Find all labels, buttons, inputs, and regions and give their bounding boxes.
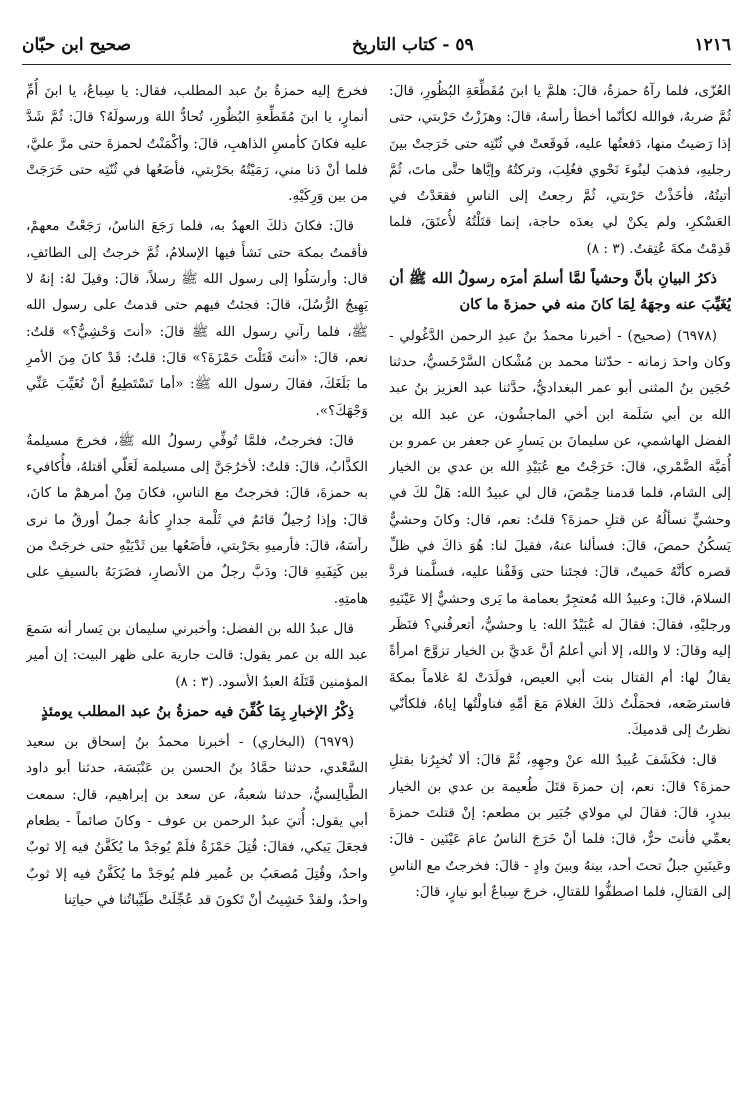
paragraph: قالَ: فخرجتُ، فلمَّا تُوفِّي رسولُ الله ﷺ، فخرجَ مسيلمةُ الكذَّابُ، قالَ: قلتُ: لأخرُجَنَّ إلى مسيلمة لَعَلّي أقتلهُ، فأُكافيء به حمزةَ، قالَ: فخرجتُ مع الناسِ، فكانَ مِنْ أمرهمْ ما كانَ، قالَ: وإذا رُجيلٌ قائمٌ في ثَلْمة جدارٍ كأنهُ جملٌ أورقُ ما نرى رأسَهُ، قالَ: فأرميهِ بحَرْبتي، فأضَعُها بين ثَدْيَيْهِ حتى خرجَتْ من بين كَتِفَيهِ قالَ: ودَبَّ رجلٌ من الأنصارِ، فضَرَبَهُ بالسيفِ على هامتِهِ. — [26, 432, 368, 607]
paragraph: (٦٩٧٨) (صحيح) - أخبرنا محمدُ بنُ عبدِ الرحمن الدَّغُولي - وكان واحدَ زمانه - حدّثنا محمد بن مُشْكان السَّرْخَسيُّ، حدثنا حُجَين بنُ المثنى أبو عمر البغداديُّ، حدَّثنا عبد العزيز بنُ عبد الله بن أبي سَلَمة ابن أخي الماجشُون، عن عبد الله بن الفضل الهاشمي، عن سليمانَ بن يَسارٍ عن جعفر بن عمرو بن أُمَيَّة الضَّمْري، قالَ: خَرَجْتُ مع عُبَيْدِ الله بن عدي بن الخيار إلى الشام، فلما قدمنا حِمْصَ، قال لي عبيدُ الله: هَلْ لكَ في وحشيٍّ نسألُهُ عن قتلِ حمزةَ؟ قلتُ: نعم، قال: وكانَ وحشيٌّ يَسكُنُ حمصَ، قالَ: فسألنا عنهُ، فقيلَ لنا: هُوَ ذاكَ في ظلِّ قصره كأنَّهُ حَميتٌ، قالَ: فجئنا حتى وَقَفْنا عليه، فسلَّمنا فردَّ السلامَ، قالَ: وعبيدُ الله مُعتجِرٌ بعمامة ما يَرى وحشيٌّ إلا عَيْنَيهِ ورجليْهِ، فقالَ: فقالَ له عُبَيْدُ الله: يا وحشيُّ، أتعرفُني؟ فنَظَر إليه وقالَ: لا والله، إلا أني أعلمُ أنَّ عَديَّ بن الخيار تزوَّجَ امرأةً يقالُ لها: أم القتال بنت أبي العيص، فولَدَتْ لهُ غلاماً بمكةَ فاسترضَعه، فحمَلْتُ ذلكَ الغلامَ مَعَ أمِّهِ فناولْتُها إياهُ، فلكأنّي نظرتُ إلى قدميكَ. — [389, 327, 731, 739]
left-text-column — [26, 78, 368, 1093]
chapter-title: ٥٩ - كتاب التاريخ — [351, 35, 474, 55]
section-heading: ذكرُ البيانِ بأنَّ وحشياً لمَّا أسلمَ أمرَه رسولُ الله ﷺ أن يُغَيِّبَ عنه وجهَهُ لِمَا كانَ منه في حمزةَ ما كان — [389, 270, 731, 314]
header-divider — [22, 64, 731, 65]
page-number: ١٢١٦ — [694, 35, 731, 55]
paragraph: قالَ: فكانَ ذلكَ العهدُ به، فلما رَجَعَ الناسُ، رَجَعْتُ معهمْ، فأقمتُ بمكة حتى نَشأَ فيها الإسلامُ، ثُمَّ خرجتُ إلى الطائفِ، قال: وأرسَلُوا إلى رسول الله ﷺ رسلاً، قالَ: وقيلَ لهُ: إنهُ لا يَهِيجُ الرُّسُلَ، قالَ: فجئتُ فيهم حتى قدمتُ على رسول الله ﷺ، فلما رآني رسول الله ﷺ قالَ: «أنتَ وَحْشِيٌّ؟» قلتُ: نعم، قالَ: «أنتَ قَتَلْتَ حَمْزَةَ؟» قالَ: قلتُ: قَدْ كانَ مِنَ الأمرِ ما بَلَغَكَ، فقالَ رسول الله ﷺ: «أما تَسْتَطِيعُ أنْ تُغَيِّبَ عَنِّي وَجْهَكَ؟». — [26, 218, 368, 419]
paragraph: فخرجَ إليه حمزةُ بنُ عبد المطلب، فقال: يا سِباعُ، يا ابنَ أُمِّ أنمارٍ، يا ابنَ مُقَطِّعةِ البُظُورِ، تُحادُّ اللهَ ورسولَهُ؟ قالَ: ثُمَّ شَدَّ عليه فكانَ كأمسِ الذاهبِ، قالَ: وأكْمَنْتُ لحمزةَ حتى مرَّ عليَّ، فلما أنْ دَنا مني، رَمَيْتُهُ بحَرْبتي، فأضَعُها في ثُنّتِه حتى خَرَجَتْ من بين وَرِكَيْهِ. — [26, 83, 368, 205]
book-title: صحيح ابن حبّان — [22, 35, 132, 55]
page-header — [22, 28, 731, 62]
paragraph: العُزّى، فلما رآهُ حمزةُ، قالَ: هلمَّ يا ابنَ مُقَطِّعَةِ البُظُورِ، قالَ: ثُمَّ ضربهُ، فوالله لكأنّما أخطأ رأسهُ، قالَ: وهزَزْتُ حَرْبتي، حتى إذا رَضيتُ منها، دَفعتُها عليه، فَوقَعتْ في ثُنّتِه حتى خَرَجتْ بينَ رجليهِ، فذهبَ لينُوءَ نَحْوي فغُلِبَ، وتركتُهُ وإيَّاها حتَّى ماتَ، ثُمَّ أتيتُهُ، فأخَذْتُ حَرْبتي، ثُمَّ رجعتُ إلى الناسِ فقعَدْتُ في العَسْكرِ، ولم يكنْ لي بعدَه حاجة، إنما قتَلْتُهُ لأُعتَقَ، فلما قَدِمْتُ مكةَ عُتِقتُ. (٣ : ٨) — [389, 83, 731, 257]
paragraph: قال: فكَشَفَ عُبيدُ الله عنْ وجهِهِ، ثُمَّ قالَ: ألا تُخبِرُنا بقتلِ حمزةَ؟ قالَ: نعم، إن حمزةَ قتَلَ طُعيمة بن عدي بن الخيار ببدرٍ، قالَ: فقالَ لي مولاي جُبَير بن مطعم: إنْ قتلتَ حمزةَ بعمِّي فأنتَ حرٌّ، قالَ: فلما أنْ خَرَجَ الناسُ عامَ عَيْنَين - قالَ: وعَينَينِ جبلٌ تحتَ أحد، بينهُ وبينَ وادٍ - قالَ: فخرجتُ مع الناسِ إلى القتالِ، فلما اصطفُّوا للقتالِ، خرجَ سِباعٌ أبو نيارٍ، قالَ: — [389, 752, 731, 900]
paragraph: (٦٩٧٩) (البخاري) - أخبرنا محمدُ بنُ إسحاق بن سعيد السَّعْدي، حدثنا حمَّادُ بنُ الحسن بن عَنْبَسَة، حدثنا أبو داود الطَّيالِسيُّ، حدثنا شعبةُ، عن سعد بن إبراهيم، قال: سمعت أبي يقول: أُتيَ عبدُ الرحمن بن عوف - وكانَ صائماً - بطعام فجعَلَ يَبكي، فقالَ: قُتِلَ حَمْزَةُ فلَمْ يُوجَدْ ما يُكَفَّنُ فيه إلا ثوبٌ واحدٌ، وقُتِلَ مُصعَبُ بن عُمير فلم يُوجَدْ ما يُكَفَّنُ فيه إلا ثوبٌ واحدٌ، ولقدْ خَشِيتُ أنْ تَكونَ قد عُجِّلَتْ طَيِّباتُنا في حياتِنا — [26, 734, 368, 908]
paragraph: قال عبدُ الله بن الفضل: وأخبرني سليمان بن يَسار أنه سَمعَ عبد الله بن عمر يقول: قالت جارية على ظهر البيت: إن أمير المؤمنين قَتَلَهُ العبدُ الأسود. (٣ : ٨) — [26, 620, 368, 690]
right-text-column — [389, 78, 731, 1093]
section-heading: ذِكْرُ الإخبارِ بِمَا كُفِّنَ فيه حمزةُ بنُ عبد المطلب يومئذٍ — [41, 702, 354, 720]
